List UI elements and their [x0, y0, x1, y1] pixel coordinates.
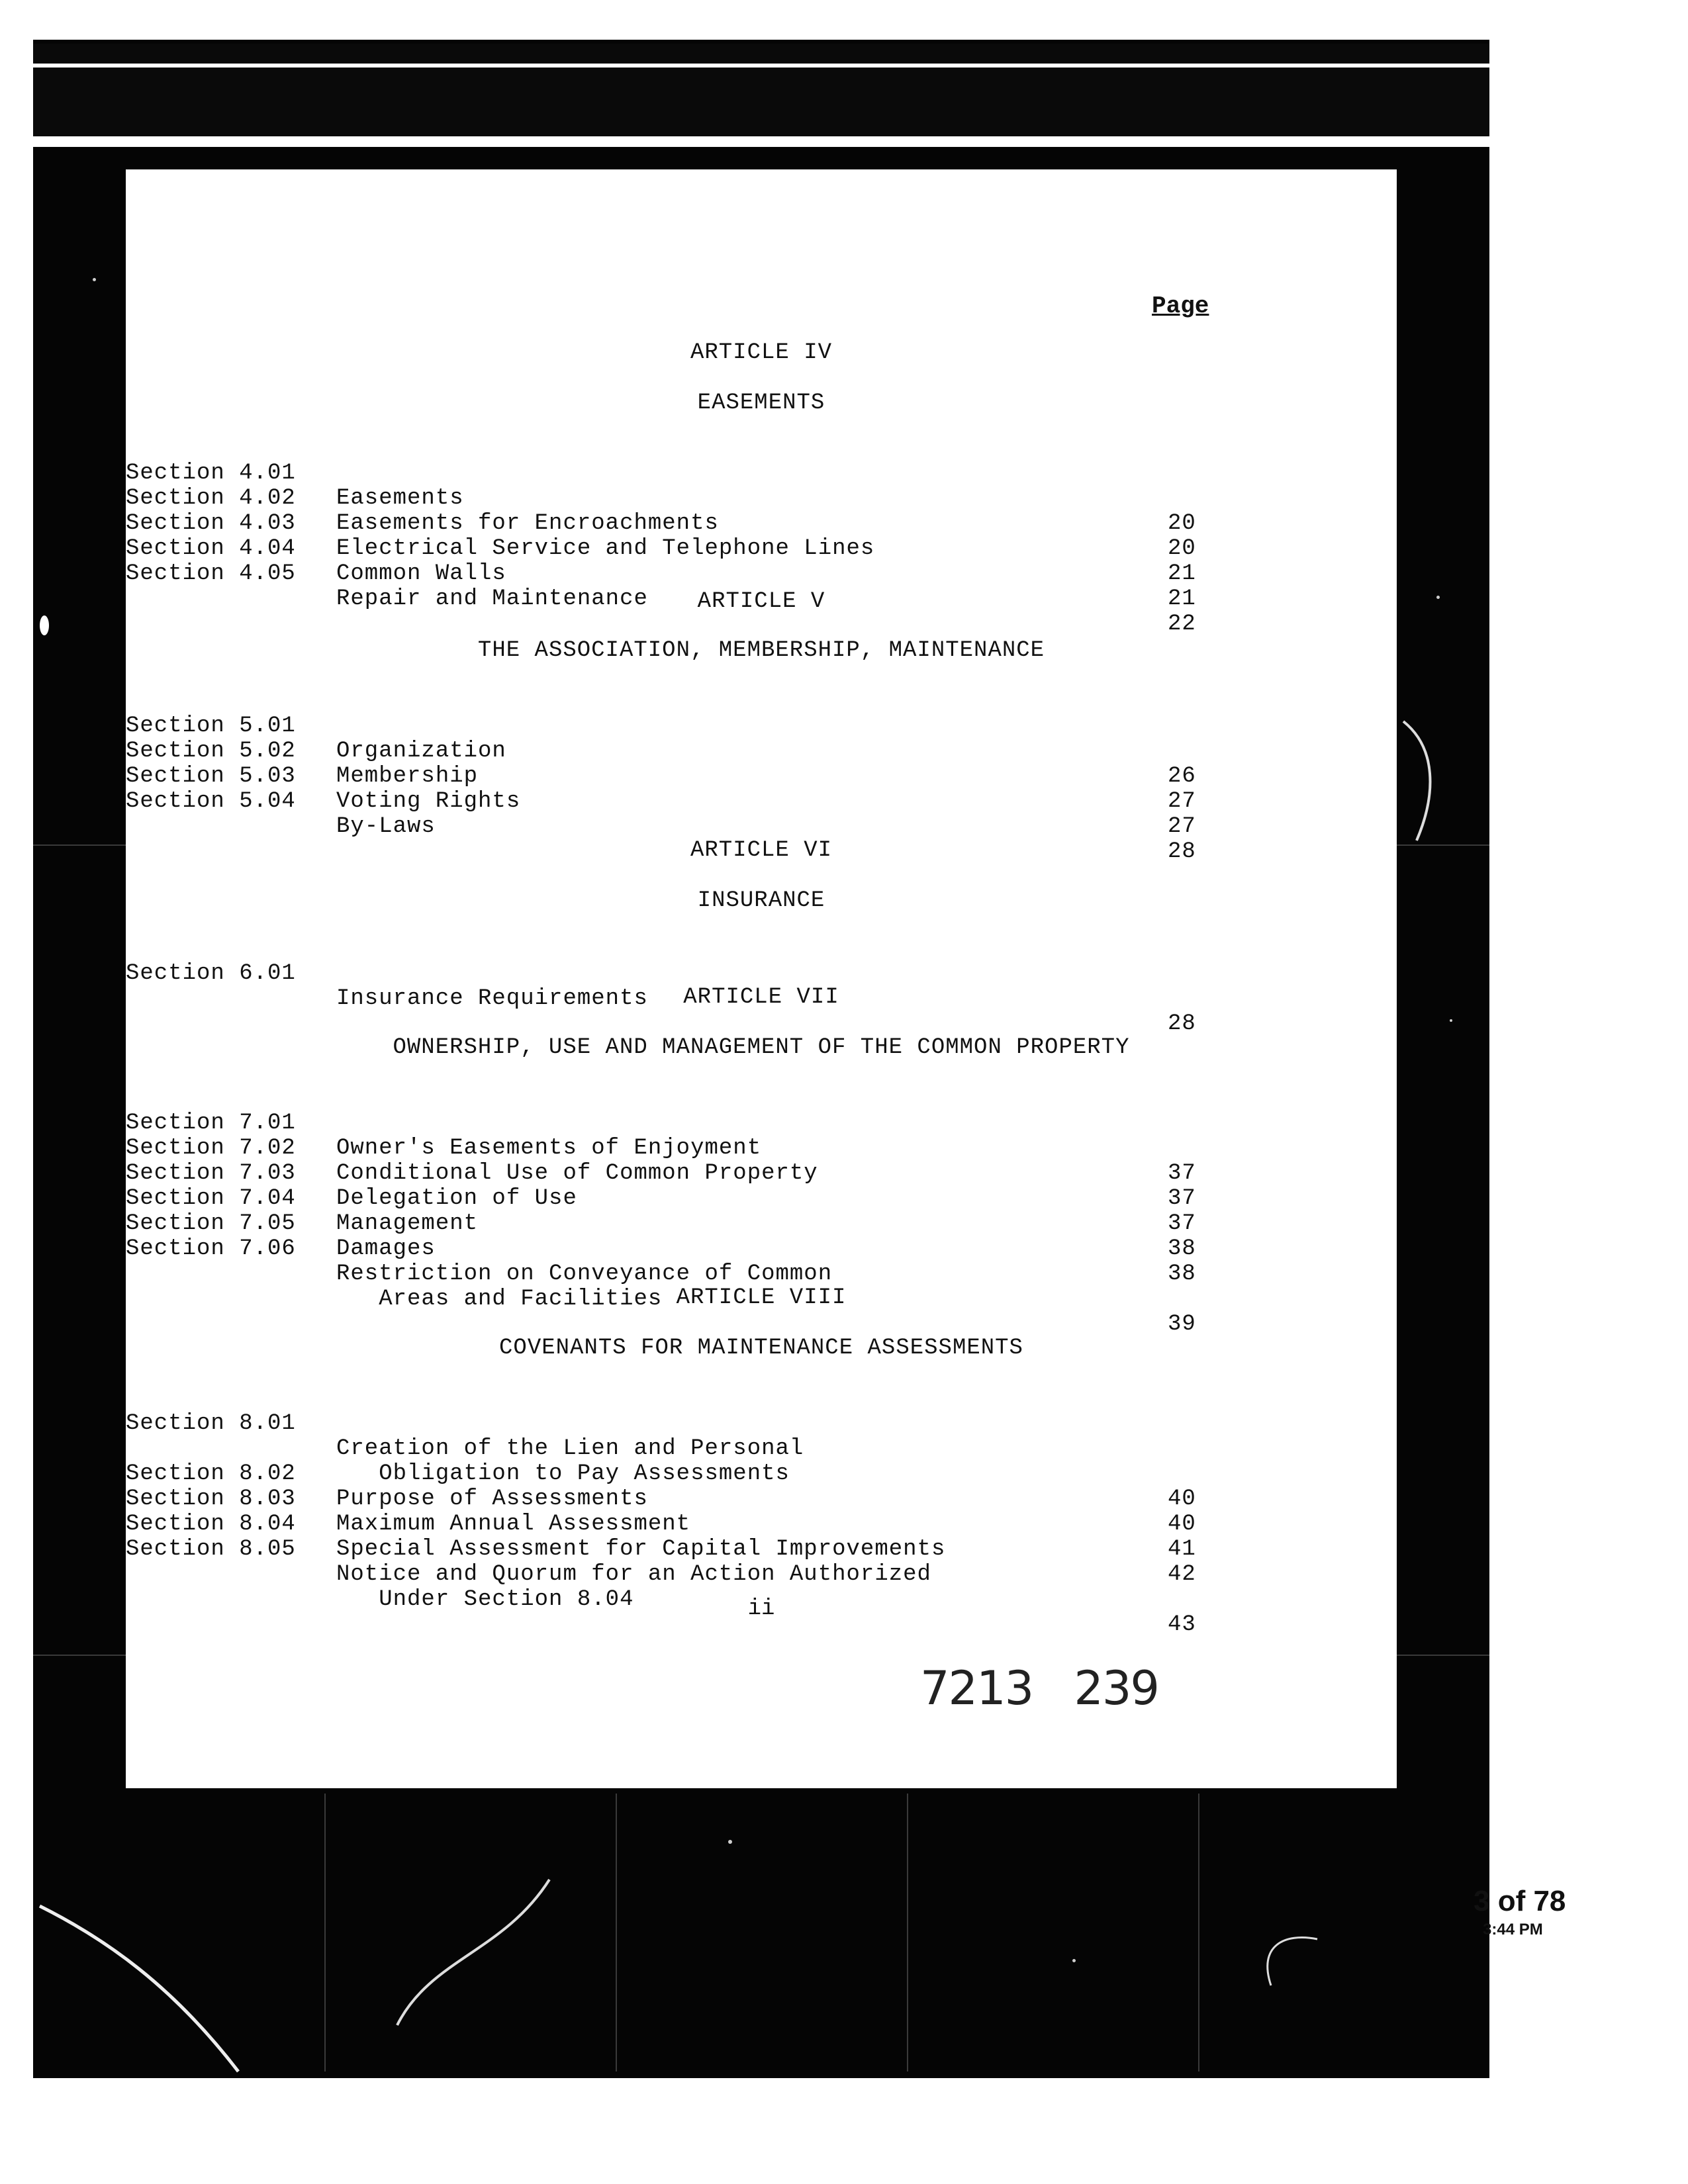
section-page: 26: [1168, 764, 1196, 789]
page-column-heading: Page: [1152, 293, 1209, 320]
toc-entry: [126, 1386, 1397, 1461]
page-counter: 3 of 78: [1474, 1885, 1566, 1917]
section-title: Delegation of Use: [336, 1186, 577, 1211]
section-page: 22: [1168, 612, 1196, 637]
section-number: Section 7.05: [126, 1211, 296, 1236]
article-title: OWNERSHIP, USE AND MANAGEMENT OF THE COMMON PROPERTY: [393, 1035, 1130, 1060]
section-number: Section 5.01: [126, 713, 296, 739]
section-title: Electrical Service and Telephone Lines: [336, 536, 875, 561]
section-title: Common Walls: [336, 561, 506, 586]
section-title: Easements: [336, 486, 464, 511]
section-title: Under Section 8.04: [336, 1587, 634, 1612]
section-title: Voting Rights: [336, 789, 521, 814]
section-number: Section 8.02: [126, 1461, 296, 1486]
section-page: 20: [1168, 536, 1196, 561]
section-title: Notice and Quorum for an Action Authorized: [336, 1562, 931, 1587]
viewer-time: 3:44 PM: [1483, 1921, 1543, 1938]
article-heading: ARTICLE IV: [690, 340, 833, 365]
article-heading: ARTICLE VII: [683, 985, 839, 1010]
article-title: THE ASSOCIATION, MEMBERSHIP, MAINTENANCE: [477, 638, 1045, 663]
section-page: 37: [1168, 1211, 1196, 1236]
article-title: COVENANTS FOR MAINTENANCE ASSESSMENTS: [499, 1336, 1023, 1361]
section-page: 28: [1168, 839, 1196, 864]
section-number: Section 4.02: [126, 486, 296, 511]
section-number: Section 7.02: [126, 1136, 296, 1161]
section-number: Section 5.02: [126, 739, 296, 764]
section-number: Section 4.03: [126, 511, 296, 536]
section-title: Maximum Annual Assessment: [336, 1512, 691, 1537]
section-number: Section 7.04: [126, 1186, 296, 1211]
section-page: 39: [1168, 1312, 1196, 1337]
page-number: ii: [747, 1596, 775, 1621]
stamp-book: 7213: [920, 1661, 1033, 1715]
article-heading: ARTICLE VI: [690, 838, 833, 863]
section-title: Conditional Use of Common Property: [336, 1161, 818, 1186]
section-page: 38: [1168, 1236, 1196, 1261]
section-number: Section 8.04: [126, 1512, 296, 1537]
section-title: Obligation to Pay Assessments: [336, 1461, 790, 1486]
document-page: [126, 169, 1397, 1788]
section-title: Restriction on Conveyance of Common: [336, 1261, 833, 1287]
stamp-separator: [1046, 1684, 1060, 1710]
section-page: 27: [1168, 814, 1196, 839]
section-number: Section 4.05: [126, 561, 296, 586]
section-page: 37: [1168, 1161, 1196, 1186]
article-title: INSURANCE: [697, 888, 825, 913]
section-page: 41: [1168, 1537, 1196, 1562]
section-title: By-Laws: [336, 814, 436, 839]
section-page: 37: [1168, 1186, 1196, 1211]
section-title: Special Assessment for Capital Improvements: [336, 1537, 946, 1562]
section-page: 21: [1168, 586, 1196, 612]
section-number: Section 8.01: [126, 1411, 296, 1436]
section-title: Damages: [336, 1236, 436, 1261]
article-title: EASEMENTS: [697, 390, 825, 416]
section-title: Organization: [336, 739, 506, 764]
section-title: Creation of the Lien and Personal: [336, 1436, 804, 1461]
section-title: Management: [336, 1211, 479, 1236]
section-page: 28: [1168, 1011, 1196, 1036]
section-page: 20: [1168, 511, 1196, 536]
section-page: 40: [1168, 1486, 1196, 1512]
section-title: Areas and Facilities: [336, 1287, 663, 1312]
section-number: Section 6.01: [126, 961, 296, 986]
section-number: Section 8.03: [126, 1486, 296, 1512]
section-page: 43: [1168, 1612, 1196, 1637]
article-heading: ARTICLE V: [697, 589, 825, 614]
section-title: Easements for Encroachments: [336, 511, 719, 536]
section-number: Section 4.01: [126, 461, 296, 486]
section-number: Section 5.03: [126, 764, 296, 789]
section-title: Owner's Easements of Enjoyment: [336, 1136, 762, 1161]
section-number: Section 5.04: [126, 789, 296, 814]
section-number: Section 4.04: [126, 536, 296, 561]
section-title: Repair and Maintenance: [336, 586, 648, 612]
section-number: Section 8.05: [126, 1537, 296, 1562]
recording-stamp: [920, 1661, 1158, 1715]
section-page: 38: [1168, 1261, 1196, 1287]
section-page: 40: [1168, 1512, 1196, 1537]
section-number: Section 7.06: [126, 1236, 296, 1261]
section-number: Section 7.01: [126, 1111, 296, 1136]
stamp-page: 239: [1074, 1661, 1158, 1715]
section-page: 27: [1168, 789, 1196, 814]
section-title: Membership: [336, 764, 479, 789]
section-page: 42: [1168, 1562, 1196, 1587]
section-title: Purpose of Assessments: [336, 1486, 648, 1512]
section-title: Insurance Requirements: [336, 986, 648, 1011]
section-number: Section 7.03: [126, 1161, 296, 1186]
article-heading: ARTICLE VIII: [676, 1285, 847, 1310]
section-page: 21: [1168, 561, 1196, 586]
